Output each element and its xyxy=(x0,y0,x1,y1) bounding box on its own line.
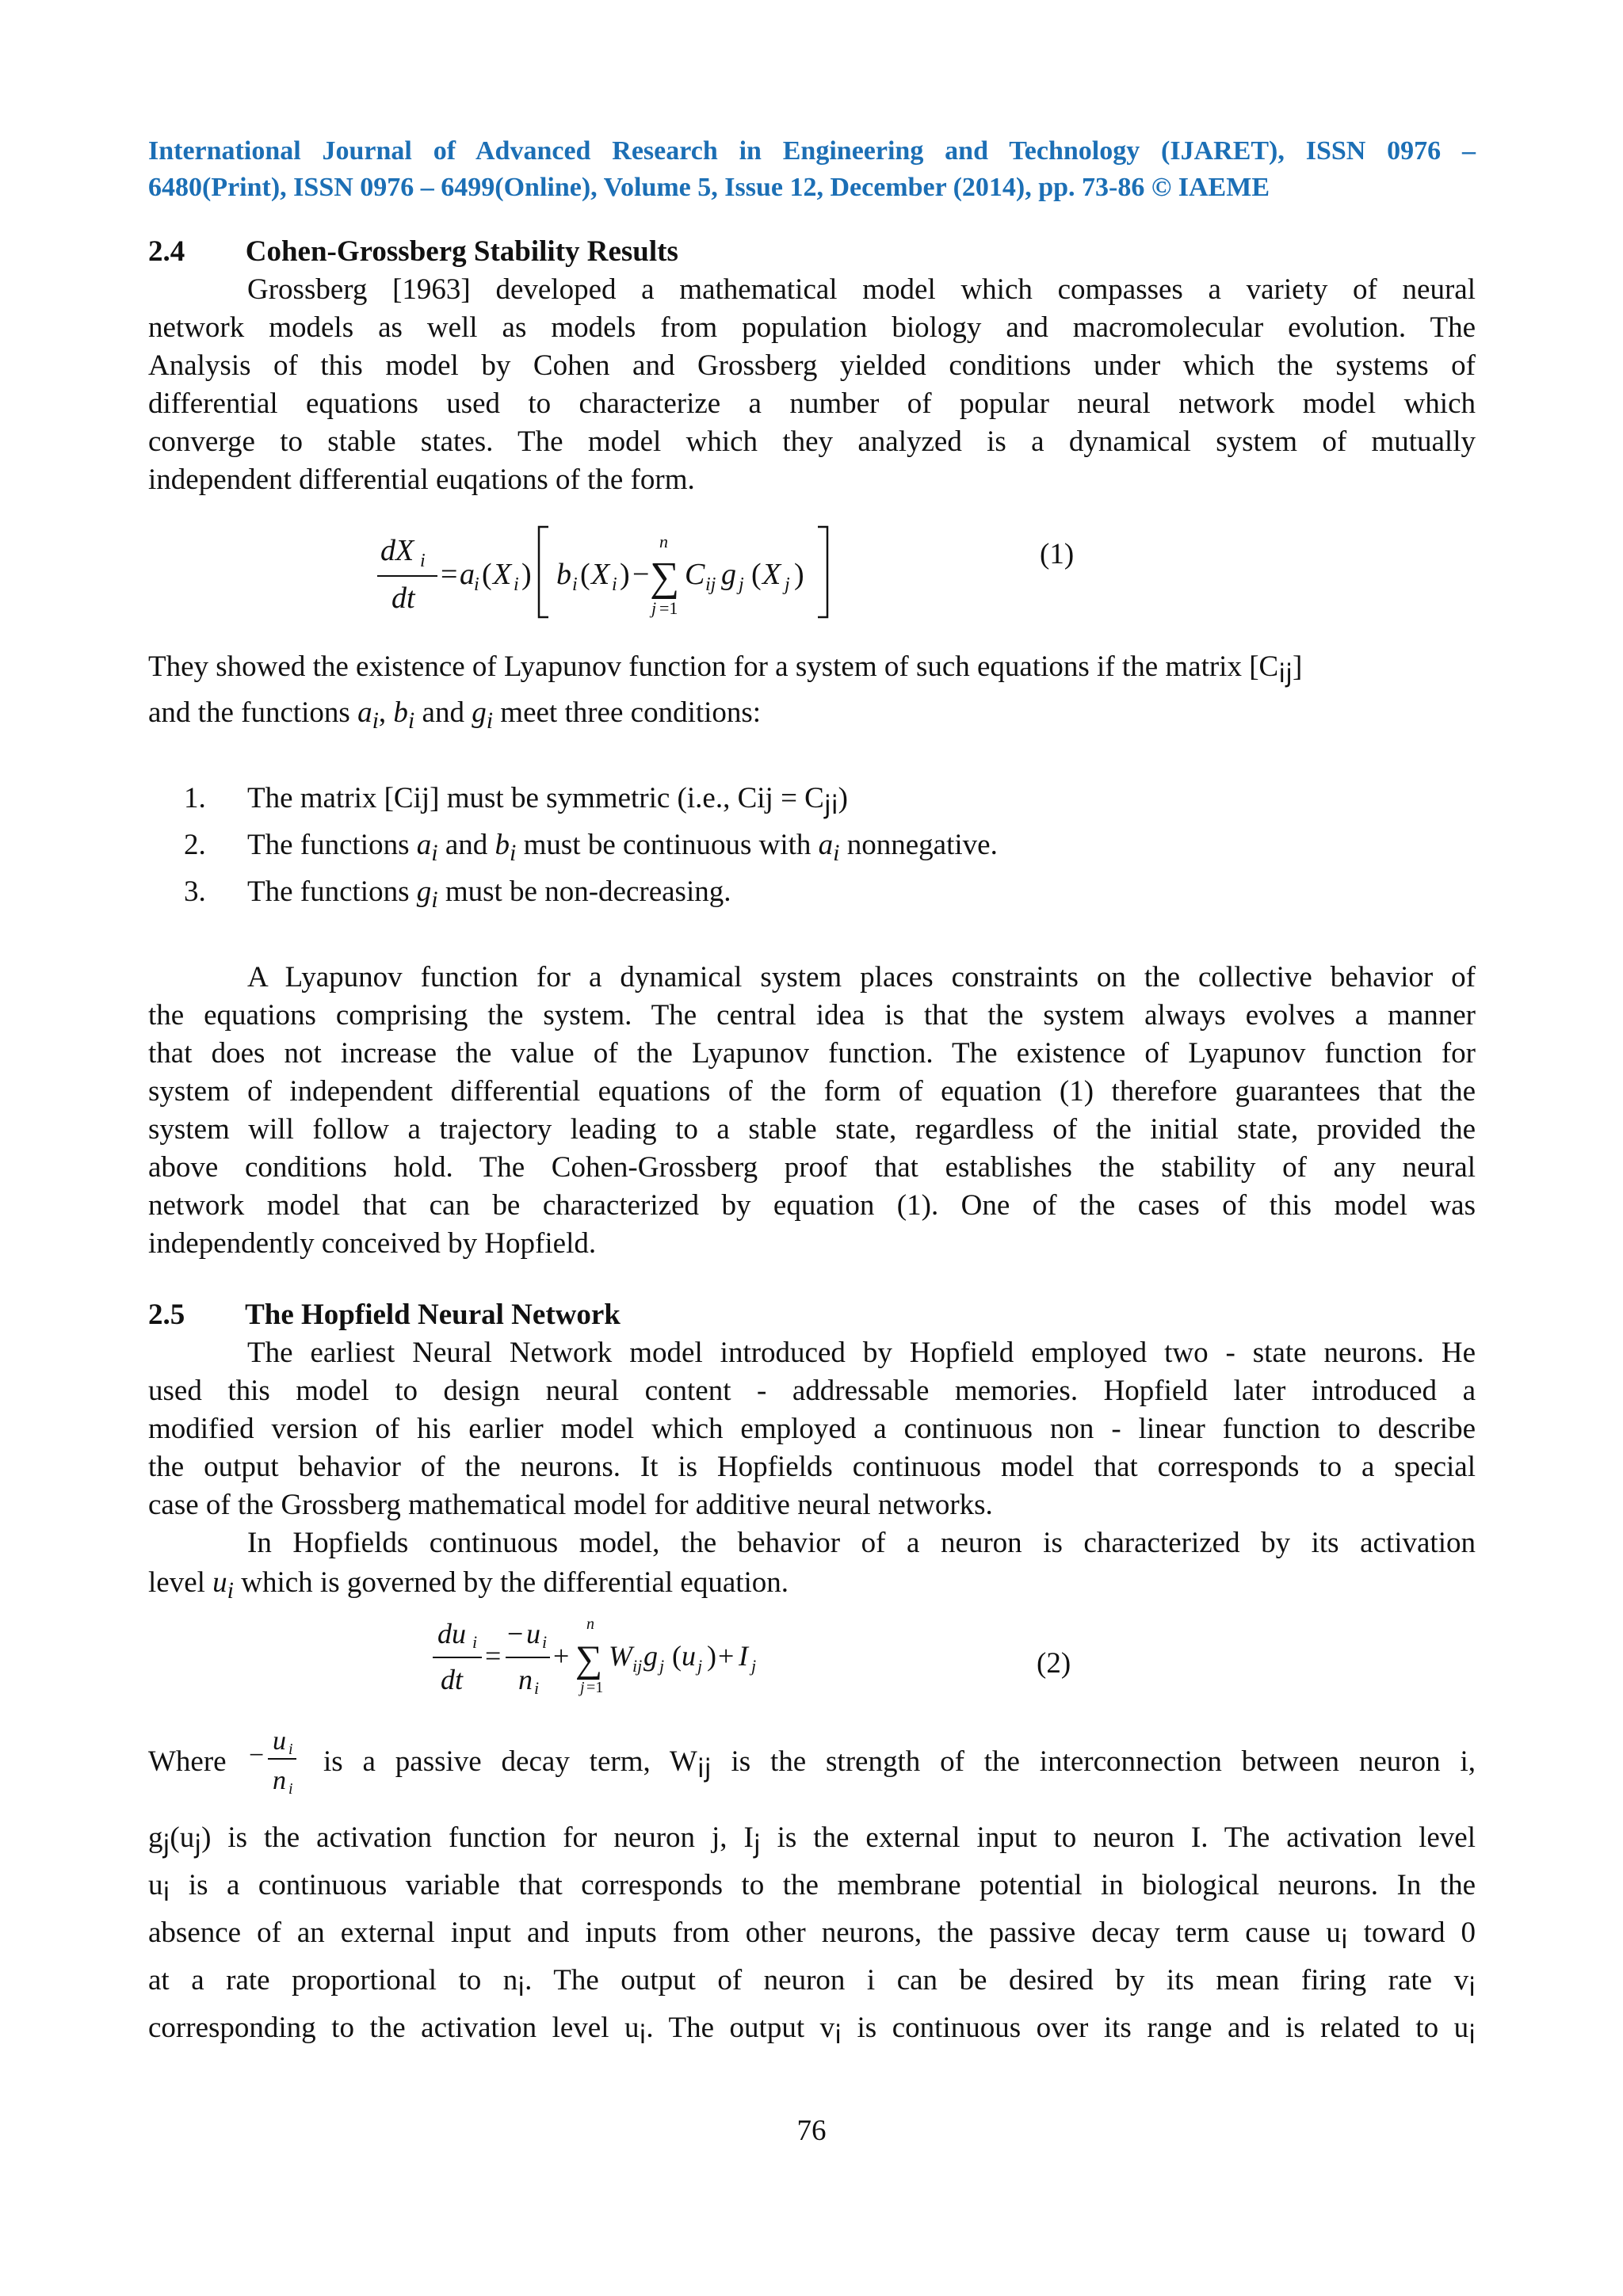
symbol-a: $a_i$ xyxy=(357,696,379,734)
list-text: The functions xyxy=(247,875,417,908)
svg-text:j: j xyxy=(739,574,744,595)
symbol-g: $g_i$ xyxy=(472,696,494,734)
tail-line-2 xyxy=(148,1867,1476,1911)
symbol-a: $a_i$ xyxy=(818,829,840,866)
text-line: network model that can be characterized by equation (1). One of the cases of this model was xyxy=(148,1189,1476,1222)
svg-text:=1: =1 xyxy=(659,598,678,618)
text-line: Analysis of this model by Cohen and Grossberg yielded conditions under which the systems of xyxy=(148,349,1476,382)
equation-2-graphic xyxy=(428,1611,840,1707)
svg-text:n: n xyxy=(518,1664,533,1695)
tail-line-4 xyxy=(148,1962,1476,2006)
text-span: (u xyxy=(170,1821,195,1854)
condition-list-item-2 xyxy=(184,826,998,872)
where-word: Where xyxy=(148,1745,227,1778)
svg-text:i: i xyxy=(472,1632,478,1652)
svg-text:b: b xyxy=(556,558,571,591)
equation-2 xyxy=(428,1611,840,1707)
subscript: ij xyxy=(1278,658,1293,688)
journal-header-line1: International Journal of Advanced Research in Engineering and Technology (IJARET), ISSN 0976 – xyxy=(148,136,1476,166)
text-span: . The output v xyxy=(646,2012,835,2044)
section-title: The Hopfield Neural Network xyxy=(245,1299,621,1331)
text-span: toward 0 xyxy=(1347,1917,1476,1949)
svg-text:i: i xyxy=(474,574,479,595)
symbol-u: $u_i$ xyxy=(212,1566,234,1604)
svg-text:X: X xyxy=(762,558,781,591)
text-span: ] xyxy=(1292,650,1303,683)
text-span: meet three conditions: xyxy=(493,696,762,729)
svg-text:dt: dt xyxy=(441,1664,464,1695)
section-2-4-paragraph-1 xyxy=(148,271,1476,499)
symbol-b: $b_i$ xyxy=(393,696,415,734)
symbol-b: $b_i$ xyxy=(495,829,517,866)
svg-text:dt: dt xyxy=(391,582,415,615)
section-2-4-heading xyxy=(148,235,678,269)
svg-text:X: X xyxy=(591,558,610,591)
svg-text:i: i xyxy=(572,574,578,595)
text-line: differential equations used to characterize a number of popular neural network model which xyxy=(148,387,1476,420)
svg-text:j: j xyxy=(751,1656,757,1676)
svg-text:∑: ∑ xyxy=(650,555,680,600)
svg-text:i: i xyxy=(420,551,426,571)
section-2-5-paragraph-2-line2 xyxy=(148,1564,789,1610)
section-number: 2.5 xyxy=(148,1299,185,1331)
svg-text:j: j xyxy=(697,1656,703,1676)
section-number: 2.4 xyxy=(148,235,185,268)
symbol-a: $a_i$ xyxy=(416,829,438,866)
text-span: is the strength of the interconnection between neuron i, xyxy=(711,1745,1476,1778)
symbol-g: $g_i$ xyxy=(416,875,438,913)
svg-text:C: C xyxy=(685,558,705,591)
subscript: i xyxy=(517,1972,525,2002)
svg-text:i: i xyxy=(542,1632,548,1652)
svg-text:n: n xyxy=(273,1766,286,1795)
text-line: independent differential euqations of the form. xyxy=(148,463,695,496)
svg-text:+: + xyxy=(553,1640,570,1672)
text-span: is a continuous variable that corresponds to the membrane potential in biological neurons. In the xyxy=(170,1869,1476,1901)
equation-2-number: (2) xyxy=(1037,1647,1071,1680)
svg-text:W: W xyxy=(609,1640,632,1672)
section-title: Cohen-Grossberg Stability Results xyxy=(245,235,678,268)
svg-text:): ) xyxy=(620,558,630,591)
svg-text:(: ( xyxy=(482,558,492,591)
text-line: modified version of his earlier model which employed a continuous non - linear function to describe xyxy=(148,1413,1476,1445)
list-text: must be non-decreasing. xyxy=(437,875,731,908)
text-span: absence of an external input and inputs from other neurons, the passive decay term cause u xyxy=(148,1917,1341,1949)
svg-text:): ) xyxy=(707,1640,716,1672)
section-2-5-heading xyxy=(148,1298,621,1332)
list-text: nonnegative. xyxy=(839,829,998,861)
svg-text:i: i xyxy=(612,574,617,595)
subscript: i xyxy=(162,1877,170,1907)
svg-text:i: i xyxy=(288,1780,293,1798)
text-line: system of independent differential equations of the form of equation (1) therefore guarantees that the xyxy=(148,1075,1476,1108)
list-number: 3. xyxy=(184,875,206,908)
list-text: The matrix [Cij] must be symmetric (i.e., Cij = C xyxy=(247,782,824,814)
svg-text:(: ( xyxy=(672,1640,682,1672)
list-text: ) xyxy=(838,782,848,814)
svg-text:i: i xyxy=(288,1741,293,1758)
svg-text:j: j xyxy=(651,598,657,618)
svg-text:g: g xyxy=(643,1640,658,1672)
text-span: They showed the existence of Lyapunov function for a system of such equations if the matrix [C xyxy=(148,650,1279,683)
tail-line-5 xyxy=(148,2009,1476,2054)
equation-1-number: (1) xyxy=(1040,538,1075,570)
svg-text:i: i xyxy=(534,1678,540,1698)
condition-list-item-1 xyxy=(184,780,848,824)
svg-text:n: n xyxy=(659,532,668,551)
svg-text:(: ( xyxy=(751,558,762,591)
list-number: 1. xyxy=(184,782,206,814)
text-line: case of the Grossberg mathematical model for additive neural networks. xyxy=(148,1489,993,1521)
subscript: i xyxy=(1340,1924,1348,1955)
svg-text:=1: =1 xyxy=(586,1679,604,1696)
tail-line-1 xyxy=(148,1819,1476,1863)
svg-text:ij: ij xyxy=(632,1656,643,1676)
decay-term-graphic xyxy=(247,1727,303,1806)
subscript: i xyxy=(639,2019,647,2050)
page-number: 76 xyxy=(796,2115,827,2147)
section-2-5-paragraph-1 xyxy=(148,1334,1476,1524)
svg-text:): ) xyxy=(521,558,532,591)
svg-text:=: = xyxy=(485,1640,502,1672)
text-line: converge to stable states. The model which they analyzed is a dynamical system of mutually xyxy=(148,425,1476,458)
text-line: independently conceived by Hopfield. xyxy=(148,1227,597,1260)
subscript: j xyxy=(194,1829,202,1859)
text-span: at a rate proportional to n xyxy=(148,1964,518,1997)
svg-text:du: du xyxy=(437,1618,466,1650)
list-text: and xyxy=(437,829,495,861)
svg-text:−: − xyxy=(632,558,650,591)
text-span: is continuous over its range and is related to u xyxy=(842,2012,1469,2044)
section-2-5-paragraph-2 xyxy=(148,1524,1476,1562)
subscript: i xyxy=(1468,2019,1476,2050)
text-line: network models as well as models from population biology and macromolecular evolution. The xyxy=(148,311,1476,344)
svg-text:−: − xyxy=(507,1618,524,1650)
subscript: i xyxy=(1468,1972,1476,2002)
text-line: used this model to design neural content - addressable memories. Hopfield later introduced a xyxy=(148,1375,1476,1407)
svg-text:n: n xyxy=(586,1615,594,1633)
svg-text:∑: ∑ xyxy=(575,1638,603,1680)
text-span: . The output of neuron i can be desired by its mean firing rate v xyxy=(525,1964,1469,1997)
section-2-4-paragraph-2-line1 xyxy=(148,648,1476,692)
subscript: j xyxy=(162,1829,170,1859)
list-number: 2. xyxy=(184,829,206,861)
text-span: which is governed by the differential equation. xyxy=(234,1566,789,1599)
text-span: and xyxy=(414,696,472,729)
svg-text:X: X xyxy=(493,558,512,591)
text-span: g xyxy=(148,1821,163,1854)
tail-line-3 xyxy=(148,1914,1476,1958)
text-line: In Hopfields continuous model, the behavior of a neuron is characterized by its activation xyxy=(247,1527,1476,1559)
list-text: must be continuous with xyxy=(516,829,819,861)
svg-text:=: = xyxy=(441,558,458,591)
text-line: above conditions hold. The Cohen-Grossberg proof that establishes the stability of any neural xyxy=(148,1151,1476,1184)
svg-text:j: j xyxy=(580,1679,585,1696)
text-span: u xyxy=(148,1869,163,1901)
svg-text:u: u xyxy=(526,1618,540,1650)
svg-text:j: j xyxy=(785,574,790,595)
svg-text:I: I xyxy=(739,1640,748,1672)
svg-text:i: i xyxy=(514,574,519,595)
subscript: j xyxy=(753,1829,761,1859)
journal-header-line2: 6480(Print), ISSN 0976 – 6499(Online), Volume 5, Issue 12, December (2014), pp. 73-86 © IAEME xyxy=(148,173,1270,202)
text-span: is the external input to neuron I. The activation level xyxy=(760,1821,1476,1854)
svg-text:dX: dX xyxy=(380,534,414,567)
section-2-4-paragraph-3 xyxy=(148,959,1476,1263)
condition-list-item-3 xyxy=(184,873,731,919)
text-span: ) is the activation function for neuron j, I xyxy=(201,1821,754,1854)
svg-text:a: a xyxy=(460,558,475,591)
svg-text:ij: ij xyxy=(705,574,716,595)
svg-text:): ) xyxy=(794,558,804,591)
text-line: the output behavior of the neurons. It is Hopfields continuous model that corresponds to a special xyxy=(148,1451,1476,1483)
text-line: the equations comprising the system. The central idea is that the system always evolves a manner xyxy=(148,999,1476,1032)
subscript: i xyxy=(834,2019,842,2050)
subscript: ij xyxy=(697,1753,712,1783)
equation-1-graphic xyxy=(372,519,880,630)
list-text: The functions xyxy=(247,829,417,861)
svg-text:(: ( xyxy=(580,558,590,591)
text-span: level xyxy=(148,1566,213,1599)
text-line: that does not increase the value of the Lyapunov function. The existence of Lyapunov function for xyxy=(148,1037,1476,1070)
svg-text:g: g xyxy=(721,558,736,591)
section-2-4-paragraph-2-line2: and the functions $a_i$, $b_i$ and $g_i$ meet three conditions: xyxy=(148,696,762,734)
subscript: ji xyxy=(823,790,838,820)
equation-1 xyxy=(372,519,880,630)
svg-text:u: u xyxy=(682,1640,696,1672)
text-line: A Lyapunov function for a dynamical system places constraints on the collective behavior of xyxy=(247,961,1476,994)
text-span: is a passive decay term, W xyxy=(323,1745,697,1778)
text-line: The earliest Neural Network model introduced by Hopfield employed two - state neurons. He xyxy=(247,1337,1476,1369)
svg-text:u: u xyxy=(273,1727,286,1756)
text-span: and the functions xyxy=(148,696,358,729)
decay-term-fraction xyxy=(247,1727,303,1806)
text-span: corresponding to the activation level u xyxy=(148,2012,640,2044)
svg-text:−: − xyxy=(249,1741,265,1770)
svg-text:j: j xyxy=(659,1656,665,1676)
text-line: system will follow a trajectory leading to a stable state, regardless of the initial state, provided the xyxy=(148,1113,1476,1146)
where-definition xyxy=(323,1743,1476,1787)
svg-text:+: + xyxy=(718,1640,735,1672)
text-line: Grossberg [1963] developed a mathematical model which compasses a variety of neural xyxy=(247,273,1476,306)
